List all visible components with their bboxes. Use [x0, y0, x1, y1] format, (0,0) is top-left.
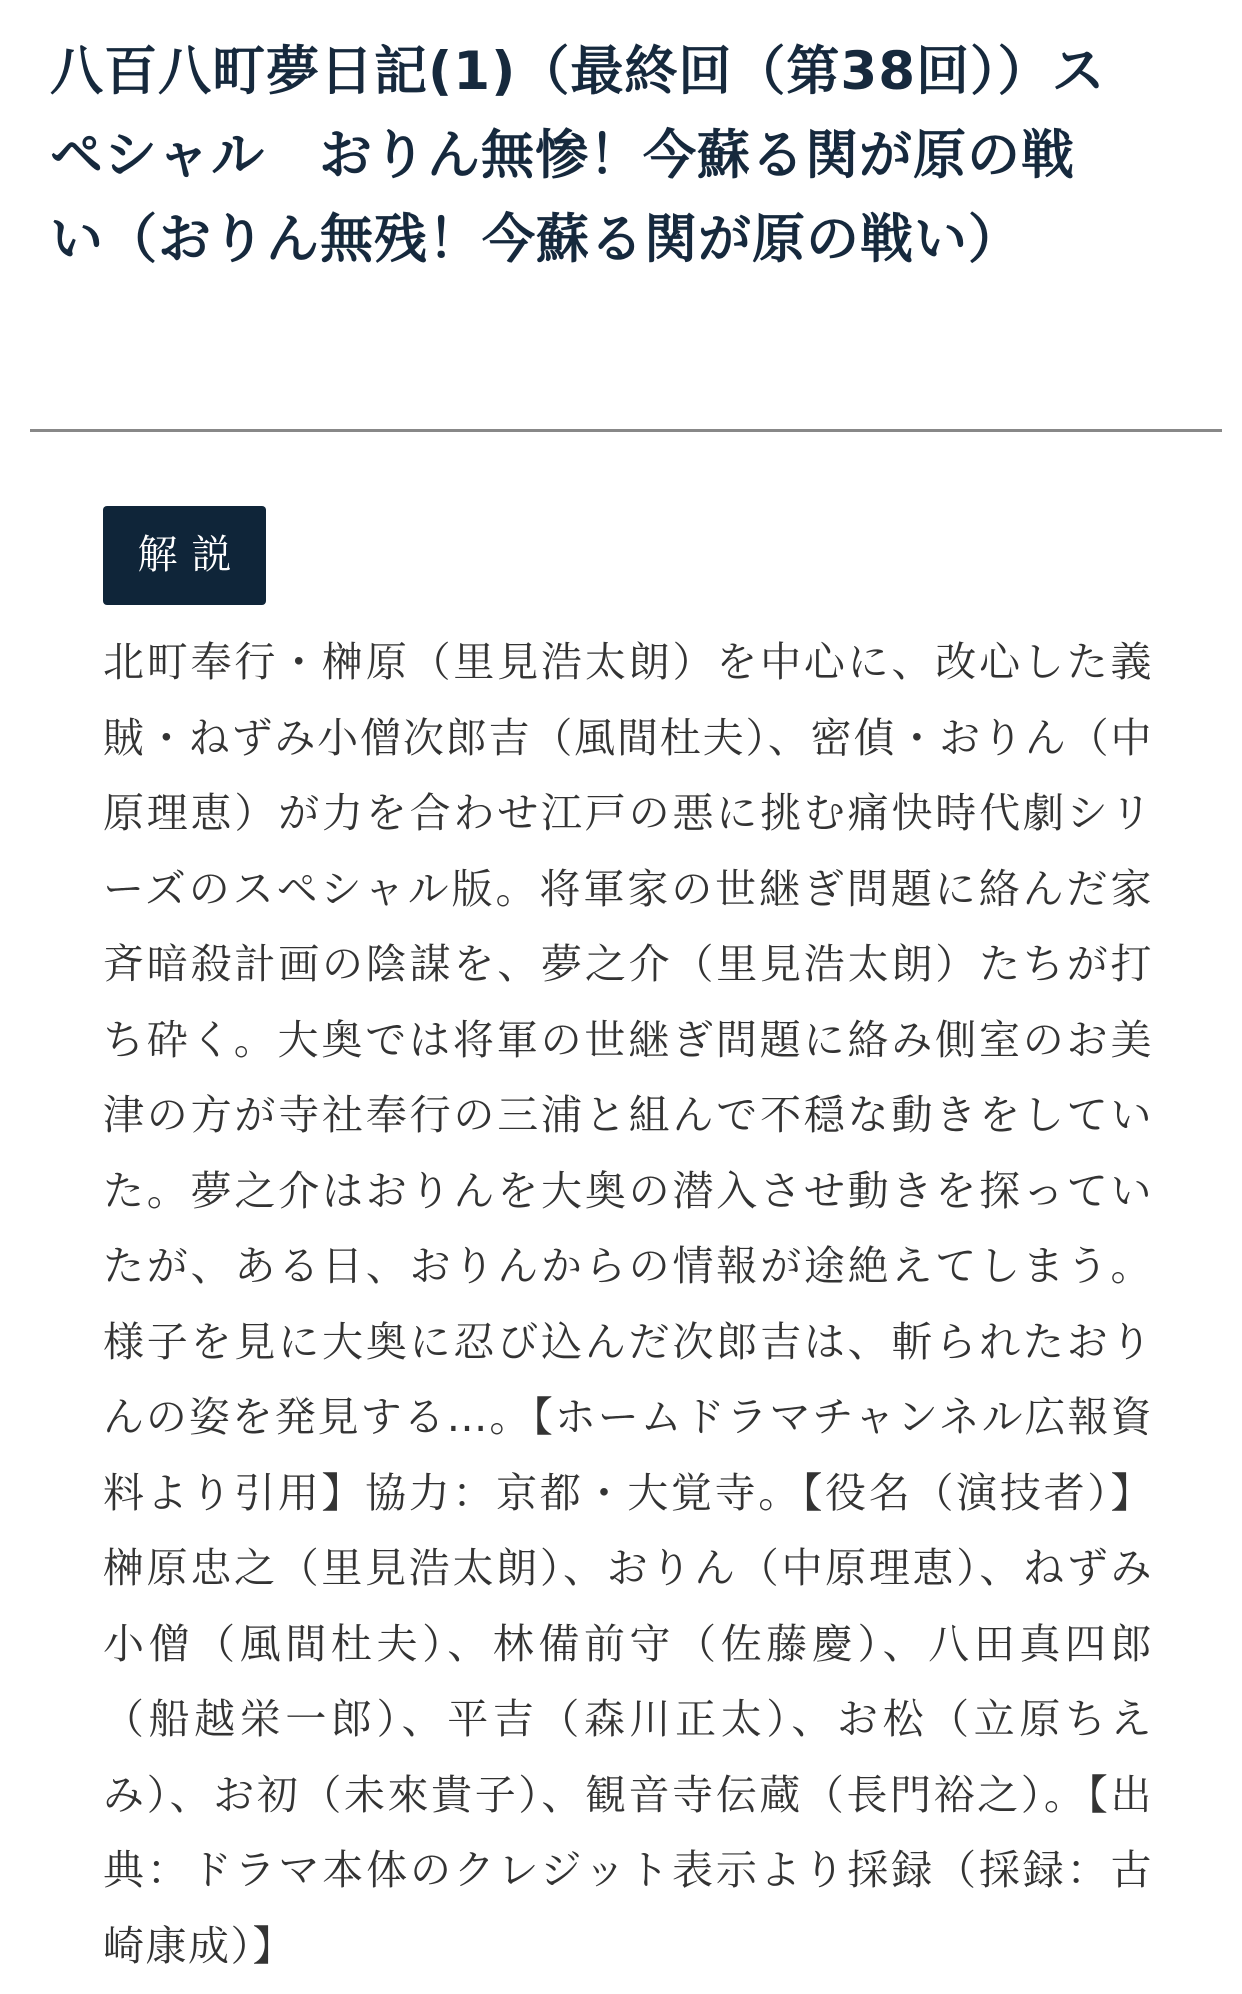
page-title: 八百八町夢日記(1)（最終回（第38回））スペシャル おりん無惨！今蘇る関が原の戦い（おりん無残！今蘇る関が原の戦い） [50, 41, 1106, 270]
title-divider [30, 429, 1222, 432]
description-text: 北町奉行・榊原（里見浩太朗）を中心に、改心した義賊・ねずみ小僧次郎吉（風間杜夫）、密偵・おりん（中原理恵）が力を合わせ江戸の悪に挑む痛快時代劇シリーズのスペシャル版。将軍家の世継ぎ問題に絡んだ家斉暗殺計画の陰謀を、夢之介（里見浩太朗）たちが打ち砕く。大奥では将軍の世継ぎ問題に絡み側室のお美津の方が寺社奉行の三浦と組んで不穏な動きをしていた。夢之介はおりんを大奥の潜入させ動きを探っていたが、ある日、おりんからの情報が途絶えてしまう。様子を見に大奥に忍び込んだ次郎吉は、斬られたおりんの姿を発見する…。【ホームドラマチャンネル広報資料より引用】協力：京都・大覚寺。【役名（演技者）】榊原忠之（里見浩太朗）、おりん（中原理恵）、ねずみ小僧（風間杜夫）、林備前守（佐藤慶）、八田真四郎（船越栄一郎）、平吉（森川正太）、お松（立原ちえみ）、お初（未來貴子）、観音寺伝蔵（長門裕之）。【出典：ドラマ本体のクレジット表示より採録（採録：古崎康成）】 [103, 638, 1153, 1970]
description-section [103, 506, 1153, 1984]
description-label-badge: 解説 [103, 506, 266, 605]
